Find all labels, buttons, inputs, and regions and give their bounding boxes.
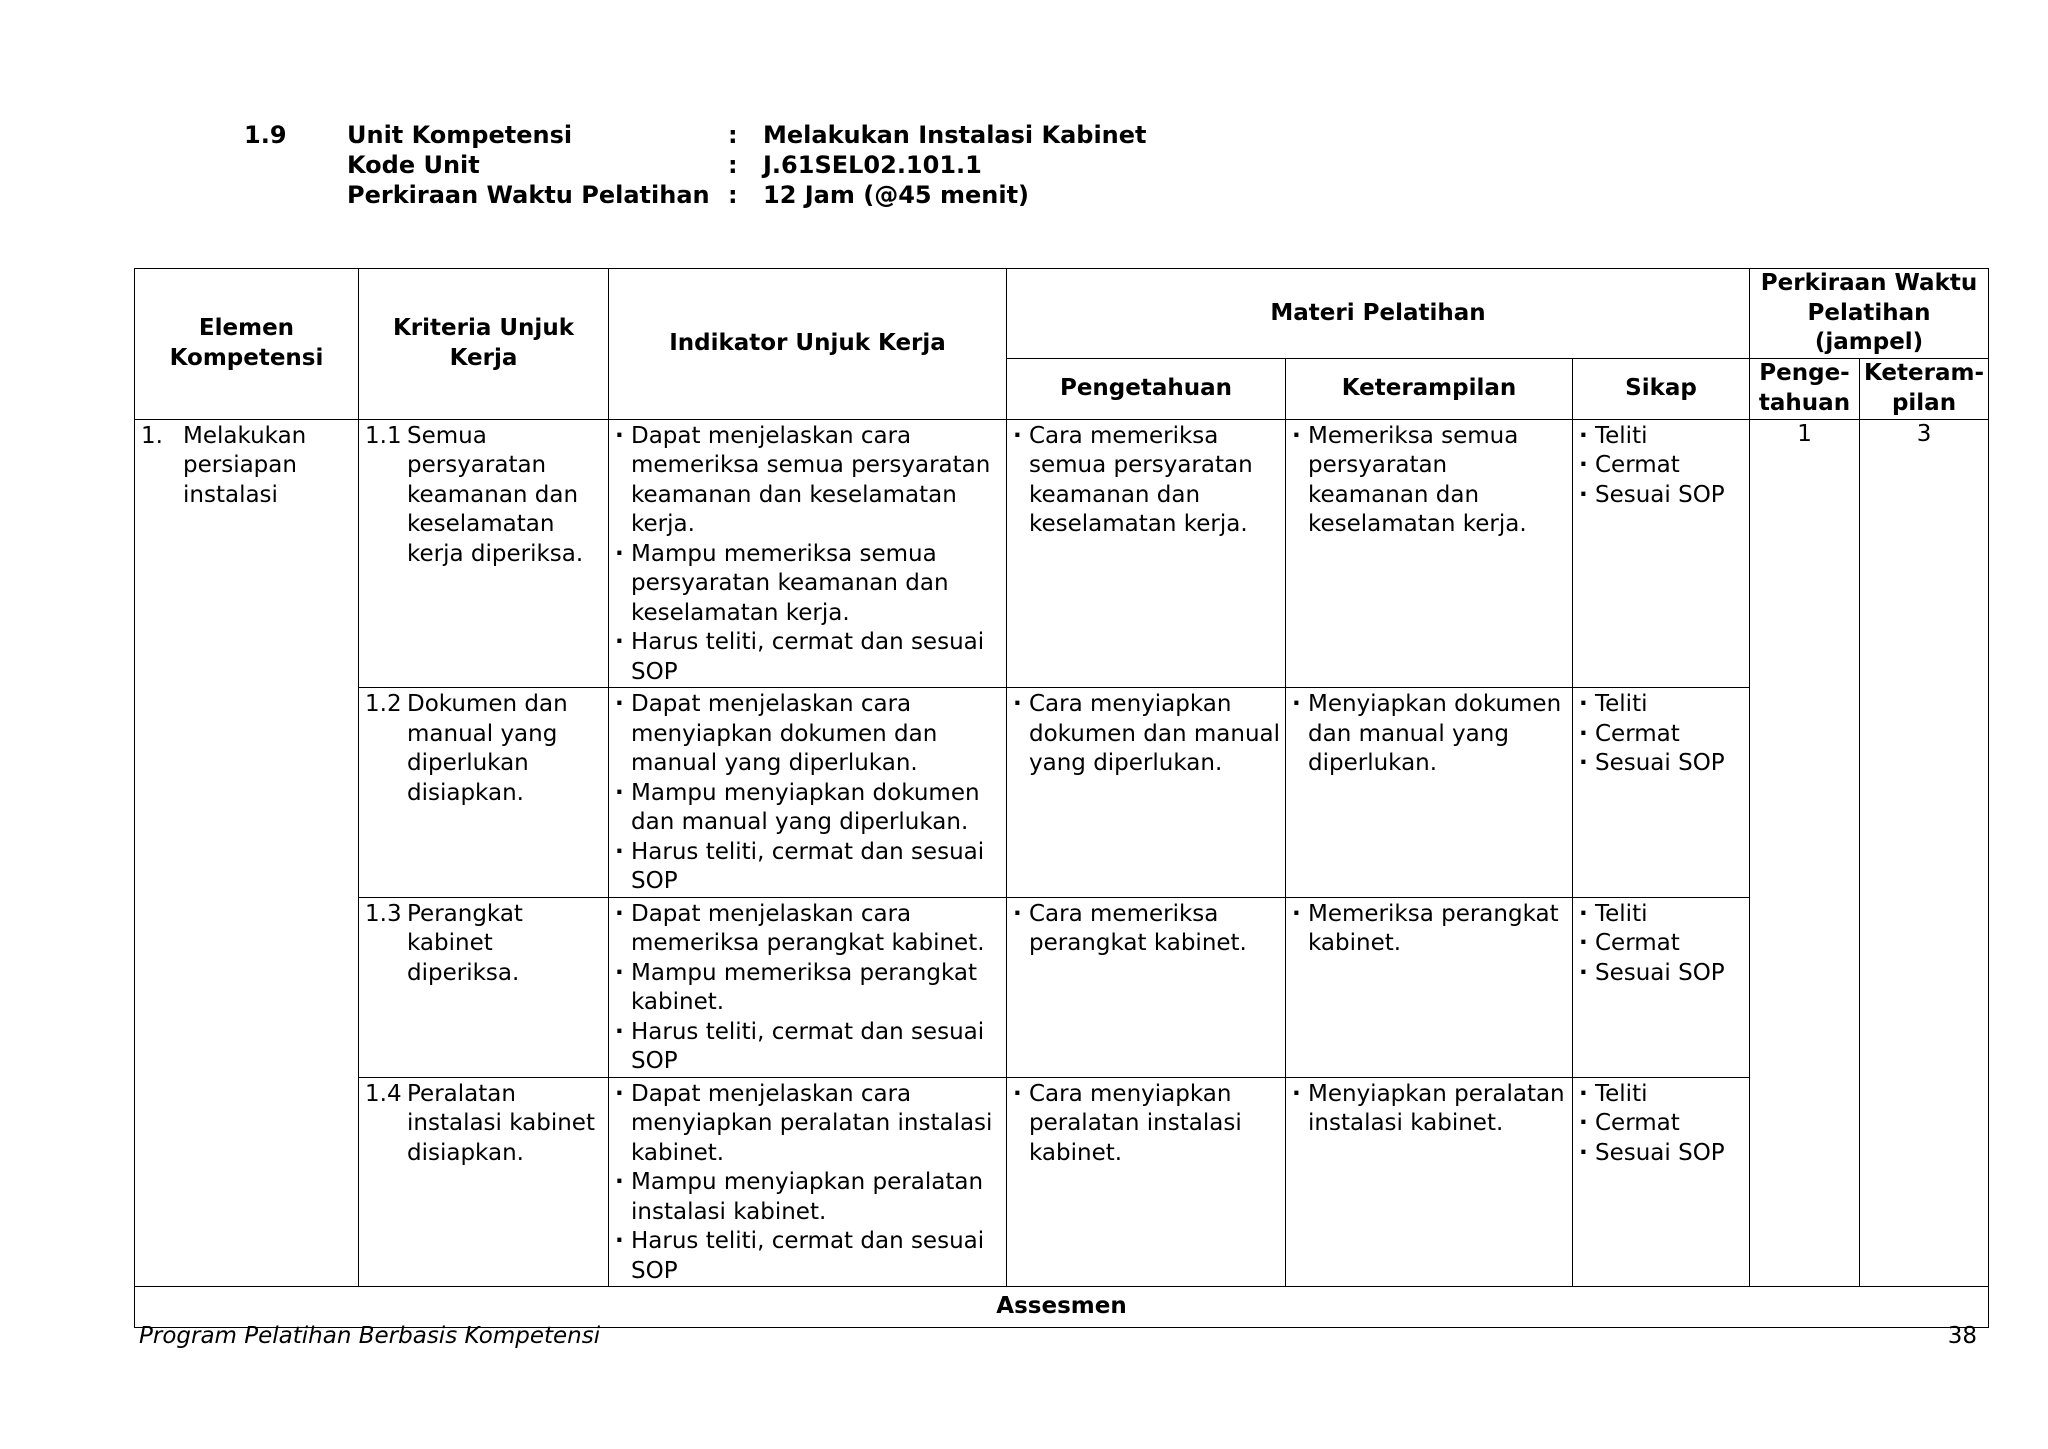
header-row-unit — [0, 120, 2048, 150]
indikator-cell — [609, 688, 1007, 898]
table-row — [135, 1077, 1989, 1287]
sikap-cell — [1573, 419, 1750, 688]
header-row-duration — [0, 180, 2048, 210]
sikap-cell — [1573, 897, 1750, 1077]
list-item: · Dapat menjelaskan cara menyiapkan peralatan instalasi kabinet. — [615, 1080, 1004, 1169]
list-item: · Mampu memeriksa semua persyaratan keamanan dan keselamatan kerja. — [615, 540, 1004, 629]
header-sikap: Sikap — [1573, 358, 1750, 419]
list-item: · Cermat — [1579, 451, 1747, 481]
keterampilan-cell — [1286, 1077, 1573, 1287]
colon: : — [728, 151, 738, 179]
keterampilan-cell — [1286, 897, 1573, 1077]
footer-title: Program Pelatihan Berbasis Kompetensi — [139, 1323, 601, 1349]
list-item: · Dapat menjelaskan cara memeriksa semua persyaratan keamanan dan keselamatan kerja. — [615, 422, 1004, 540]
keterampilan-cell — [1286, 688, 1573, 898]
header-keterampilan: Keterampilan — [1286, 358, 1573, 419]
header-indikator: Indikator Unjuk Kerja — [609, 269, 1007, 420]
table-row — [135, 897, 1989, 1077]
kuk-text: Perangkat kabinet diperiksa. — [407, 900, 523, 986]
list-item: · Harus teliti, cermat dan sesuai SOP — [615, 1227, 1004, 1286]
list-item: · Mampu memeriksa perangkat kabinet. — [615, 959, 1004, 1018]
list-item: · Cermat — [1579, 720, 1747, 750]
list-item: · Cermat — [1579, 929, 1747, 959]
kuk-text: Peralatan instalasi kabinet disiapkan. — [407, 1080, 595, 1166]
list-item: · Cara memeriksa semua persyaratan keamanan dan keselamatan kerja. — [1013, 422, 1283, 540]
header-waktu-keterampilan: Keteram- pilan — [1860, 358, 1989, 419]
kuk-text: Semua persyaratan keamanan dan keselamatan kerja diperiksa. — [407, 422, 584, 567]
pengetahuan-cell — [1007, 688, 1286, 898]
header-row-code — [0, 150, 2048, 180]
page-footer — [139, 1323, 1977, 1349]
header-waktu: Perkiraan Waktu Pelatihan (jampel) — [1750, 269, 1989, 359]
list-item: · Menyiapkan peralatan instalasi kabinet. — [1292, 1080, 1570, 1139]
indikator-cell — [609, 897, 1007, 1077]
element-number: 1. — [141, 422, 163, 449]
table-row — [135, 419, 1989, 688]
duration-label: Perkiraan Waktu Pelatihan — [347, 181, 710, 209]
list-item: · Teliti — [1579, 690, 1747, 720]
page-number: 38 — [1947, 1323, 1977, 1349]
list-item: · Mampu menyiapkan peralatan instalasi kabinet. — [615, 1168, 1004, 1227]
kuk-cell — [359, 1077, 609, 1287]
kuk-number: 1.2 — [365, 691, 402, 717]
sikap-cell — [1573, 688, 1750, 898]
list-item: · Dapat menjelaskan cara memeriksa perangkat kabinet. — [615, 900, 1004, 959]
kuk-number: 1.4 — [365, 1080, 402, 1107]
header-waktu-pengetahuan: Penge- tahuan — [1750, 358, 1860, 419]
list-item: · Sesuai SOP — [1579, 1139, 1747, 1169]
colon: : — [728, 121, 738, 149]
list-item: · Cara menyiapkan dokumen dan manual yang diperlukan. — [1013, 690, 1283, 779]
header-kriteria: Kriteria Unjuk Kerja — [359, 269, 609, 420]
kuk-number: 1.3 — [365, 900, 402, 927]
list-item: · Dapat menjelaskan cara menyiapkan dokumen dan manual yang diperlukan. — [615, 690, 1004, 779]
section-number: 1.9 — [244, 121, 287, 149]
kuk-cell — [359, 897, 609, 1077]
list-item: · Sesuai SOP — [1579, 959, 1747, 989]
list-item: · Harus teliti, cermat dan sesuai SOP — [615, 628, 1004, 687]
table-row — [135, 688, 1989, 898]
sikap-cell — [1573, 1077, 1750, 1287]
time-keterampilan: 3 — [1860, 419, 1989, 1287]
unit-label: Unit Kompetensi — [347, 121, 573, 149]
element-cell — [135, 419, 359, 1287]
list-item: · Menyiapkan dokumen dan manual yang diperlukan. — [1292, 690, 1570, 779]
list-item: · Harus teliti, cermat dan sesuai SOP — [615, 1018, 1004, 1077]
code-value: J.61SEL02.101.1 — [763, 151, 982, 179]
list-item: · Teliti — [1579, 900, 1747, 930]
kuk-cell — [359, 688, 609, 898]
list-item: · Memeriksa semua persyaratan keamanan dan keselamatan kerja. — [1292, 422, 1570, 540]
duration-value: 12 Jam (@45 menit) — [763, 181, 1030, 209]
assessment-row — [135, 1287, 1989, 1328]
assessment-label: Assesmen — [135, 1287, 1989, 1328]
time-pengetahuan: 1 — [1750, 419, 1860, 1287]
code-label: Kode Unit — [347, 151, 480, 179]
list-item: · Mampu menyiapkan dokumen dan manual yang diperlukan. — [615, 779, 1004, 838]
list-item: · Sesuai SOP — [1579, 749, 1747, 779]
unit-value: Melakukan Instalasi Kabinet — [763, 121, 1147, 149]
list-item: · Sesuai SOP — [1579, 481, 1747, 511]
list-item: · Cermat — [1579, 1109, 1747, 1139]
keterampilan-cell — [1286, 419, 1573, 688]
colon: : — [728, 181, 738, 209]
list-item: · Teliti — [1579, 422, 1747, 452]
header-pengetahuan: Pengetahuan — [1007, 358, 1286, 419]
list-item: · Teliti — [1579, 1080, 1747, 1110]
header-elemen: Elemen Kompetensi — [135, 269, 359, 420]
kuk-text: Dokumen dan manual yang diperlukan disiapkan. — [407, 691, 568, 806]
indikator-cell — [609, 419, 1007, 688]
pengetahuan-cell — [1007, 897, 1286, 1077]
header-materi: Materi Pelatihan — [1007, 269, 1750, 359]
competency-table — [134, 268, 1989, 1328]
list-item: · Memeriksa perangkat kabinet. — [1292, 900, 1570, 959]
unit-header — [0, 120, 2048, 210]
list-item: · Cara memeriksa perangkat kabinet. — [1013, 900, 1283, 959]
element-text: Melakukan persiapan instalasi — [183, 422, 307, 508]
list-item: · Cara menyiapkan peralatan instalasi kabinet. — [1013, 1080, 1283, 1169]
list-item: · Harus teliti, cermat dan sesuai SOP — [615, 838, 1004, 897]
kuk-cell — [359, 419, 609, 688]
kuk-number: 1.1 — [365, 422, 402, 449]
pengetahuan-cell — [1007, 419, 1286, 688]
indikator-cell — [609, 1077, 1007, 1287]
pengetahuan-cell — [1007, 1077, 1286, 1287]
